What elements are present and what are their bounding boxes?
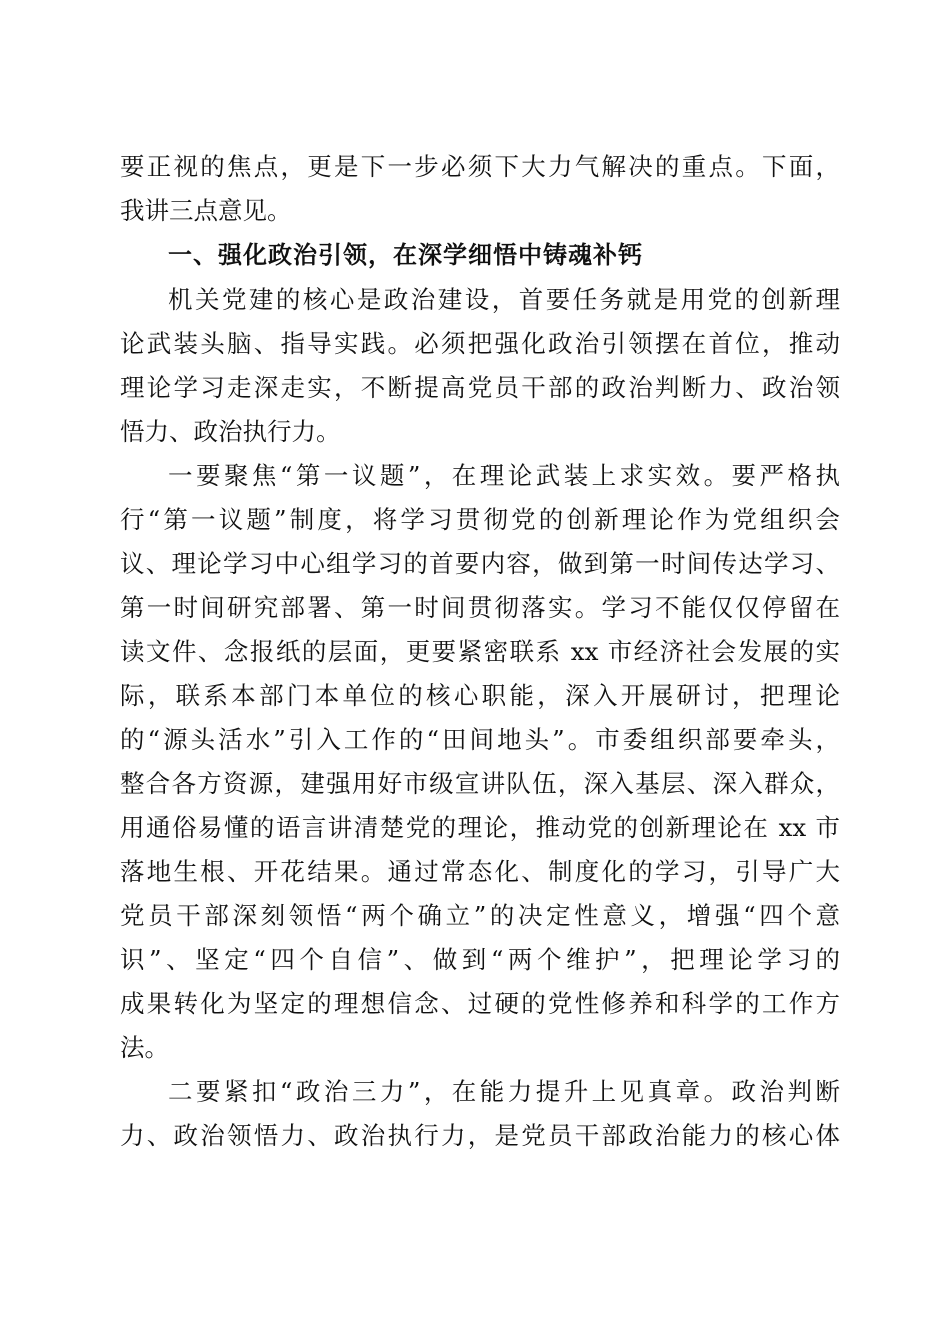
paragraph-line: 力、政治领悟力、政治执行力，是党员干部政治能力的核心体: [120, 1121, 840, 1150]
intro-line-1: 要正视的焦点，更是下一步必须下大力气解决的重点。下面，: [120, 152, 840, 181]
intro-line-2: 我讲三点意见。: [120, 196, 292, 225]
paragraph-line: 落地生根、开花结果。通过常态化、制度化的学习，引导广大: [120, 857, 840, 886]
paragraph-line: 的“源头活水”引入工作的“田间地头”。市委组织部要牵头，: [120, 725, 840, 754]
paragraph-line: 成果转化为坚定的理想信念、过硬的党性修养和科学的工作方: [120, 989, 840, 1018]
paragraph-line: 二要紧扣“政治三力”，在能力提升上见真章。政治判断: [168, 1077, 840, 1106]
paragraph-line: 论武装头脑、指导实践。必须把强化政治引领摆在首位，推动: [120, 329, 840, 358]
paragraph-line: 理论学习走深走实，不断提高党员干部的政治判断力、政治领: [120, 373, 840, 402]
paragraph-line: 议、理论学习中心组学习的首要内容，做到第一时间传达学习、: [120, 549, 840, 578]
paragraph-line: 第一时间研究部署、第一时间贯彻落实。学习不能仅仅停留在: [120, 593, 840, 622]
paragraph-line: 悟力、政治执行力。: [120, 417, 341, 446]
paragraph-line: 读文件、念报纸的层面，更要紧密联系 xx 市经济社会发展的实: [120, 637, 840, 666]
paragraph-line: 用通俗易懂的语言讲清楚党的理论，推动党的创新理论在 xx 市: [120, 813, 840, 842]
paragraph-line: 识”、坚定“四个自信”、做到“两个维护”，把理论学习的: [120, 945, 840, 974]
paragraph-line: 一要聚焦“第一议题”，在理论武装上求实效。要严格执: [168, 461, 840, 490]
paragraph-line: 法。: [120, 1033, 169, 1062]
paragraph-line: 际，联系本部门本单位的核心职能，深入开展研讨，把理论: [120, 681, 840, 710]
section-heading: 一、强化政治引领，在深学细悟中铸魂补钙: [168, 241, 643, 269]
paragraph-line: 机关党建的核心是政治建设，首要任务就是用党的创新理: [168, 285, 840, 314]
paragraph-line: 党员干部深刻领悟“两个确立”的决定性意义，增强“四个意: [120, 901, 840, 930]
paragraph-line: 行“第一议题”制度，将学习贯彻党的创新理论作为党组织会: [120, 505, 840, 534]
paragraph-line: 整合各方资源，建强用好市级宣讲队伍，深入基层、深入群众，: [120, 769, 840, 798]
